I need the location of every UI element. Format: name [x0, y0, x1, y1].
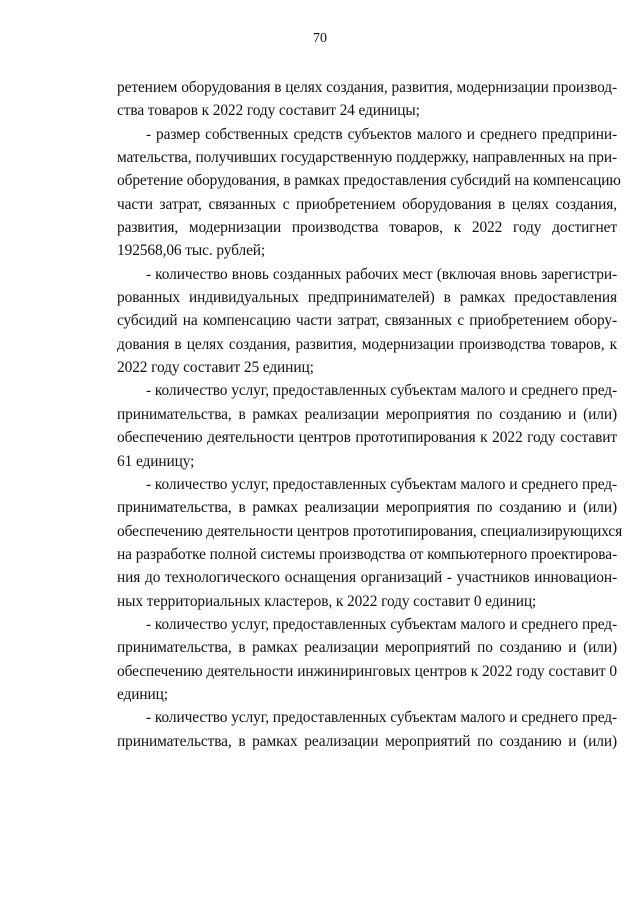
text-line: субсидий на компенсацию части затрат, связанных с приобретением обору-	[117, 312, 617, 330]
text-line: на разработке полной системы производства от компьютерного проектирова-	[117, 545, 617, 563]
text-line: - количество вновь созданных рабочих мест (включая вновь зарегистри-	[146, 265, 617, 283]
text-line: - количество услуг, предоставленных субъектам малого и среднего пред-	[146, 382, 617, 400]
text-line: обеспечению деятельности инжиниринговых центров к 2022 году составит 0	[117, 662, 617, 680]
text-line: ретением оборудования в целях создания, развития, модернизации производ-	[117, 79, 617, 96]
text-line: 2022 году составит 25 единиц;	[117, 359, 314, 377]
text-line: принимательства, в рамках реализации мероприятия по созданию и (или)	[117, 405, 617, 423]
text-line: - размер собственных средств субъектов малого и среднего предприни-	[146, 125, 617, 143]
text-line: обеспечению деятельности центров прототипирования, специализирующихся	[117, 522, 623, 540]
text-line: принимательства, в рамках реализации мероприятия по созданию и (или)	[117, 499, 617, 517]
text-line: обеспечению деятельности центров прототипирования к 2022 году составит	[117, 429, 617, 447]
text-line: ных территориальных кластеров, к 2022 году составит 0 единиц;	[117, 592, 537, 610]
text-line: - количество услуг, предоставленных субъектам малого и среднего пред-	[146, 475, 617, 493]
text-line: - количество услуг, предоставленных субъектам малого и среднего пред-	[146, 615, 617, 633]
text-line: принимательства, в рамках реализации мероприятий по созданию и (или)	[117, 732, 617, 750]
page-number: 70	[313, 31, 327, 46]
text-line: мательства, получивших государственную поддержку, направленных на при-	[117, 149, 617, 167]
text-line: 61 единицу;	[117, 452, 195, 470]
text-line: рованных индивидуальных предпринимателей) в рамках предоставления	[117, 289, 617, 307]
body-text	[117, 76, 623, 753]
text-line: принимательства, в рамках реализации мероприятий по созданию и (или)	[117, 639, 617, 657]
text-line: 192568,06 тыс. рублей;	[117, 242, 266, 260]
text-line: ства товаров к 2022 году составит 24 единицы;	[117, 102, 420, 120]
text-line: ния до технологического оснащения организаций - участников инновацион-	[117, 569, 617, 587]
text-line: части затрат, связанных с приобретением оборудования в целях создания,	[117, 195, 617, 213]
text-line: - количество услуг, предоставленных субъектам малого и среднего пред-	[146, 709, 617, 727]
text-line: дования в целях создания, развития, модернизации производства товаров, к	[117, 335, 617, 353]
text-line: единиц;	[117, 685, 168, 703]
text-line: обретение оборудования, в рамках предоставления субсидий на компенсацию	[117, 172, 621, 190]
text-line: развития, модернизации производства товаров, к 2022 году достигнет	[117, 219, 617, 237]
